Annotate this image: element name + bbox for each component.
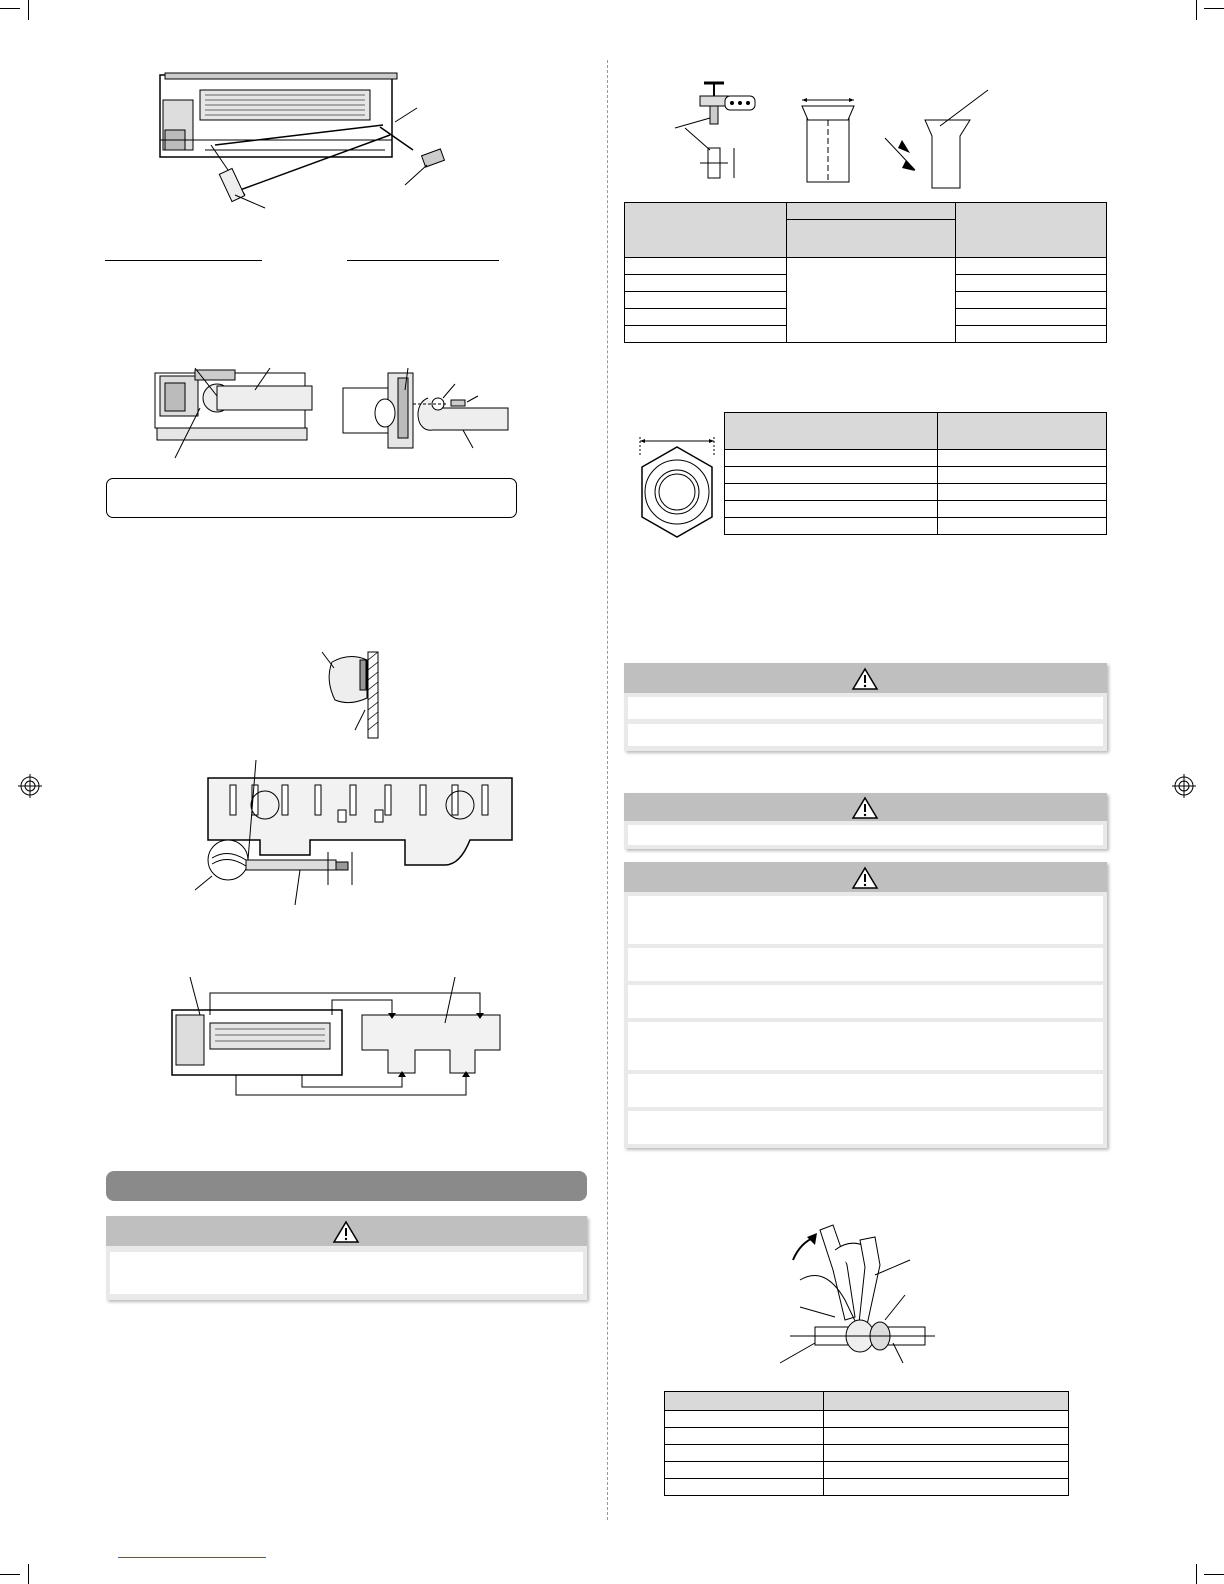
underline-right (347, 260, 499, 261)
warning-box-right-3 (624, 862, 1107, 1148)
warning-row (628, 1074, 1103, 1107)
table-cell (625, 326, 787, 343)
warning-box-right-1 (624, 663, 1107, 751)
table-cell (938, 518, 1107, 535)
warning-triangle-icon (332, 1220, 360, 1244)
warning-header (624, 663, 1107, 693)
table-header-cell (725, 413, 938, 450)
table-cell (787, 258, 956, 343)
table-row (725, 450, 1107, 467)
wall-side-view-figure (320, 650, 390, 740)
underline-left (105, 260, 262, 261)
table-cell (665, 1445, 824, 1462)
table-cell (824, 1445, 1069, 1462)
table-row (625, 258, 1107, 275)
table-cell (665, 1479, 824, 1496)
indoor-unit-figure (155, 70, 455, 215)
warning-triangle-icon (851, 796, 879, 820)
table-cell (625, 292, 787, 309)
registration-mark-left (18, 774, 42, 798)
flare-dimension-table (624, 202, 1107, 343)
table-cell (956, 258, 1107, 275)
warning-box-right-2 (624, 793, 1107, 849)
flare-nut-width-table (724, 412, 1107, 535)
warning-header (106, 1216, 587, 1246)
crop-mark (1204, 1574, 1224, 1575)
crop-mark (0, 8, 20, 9)
table-row (725, 518, 1107, 535)
table-row (665, 1411, 1069, 1428)
crop-mark (1196, 1564, 1197, 1584)
table-cell (938, 501, 1107, 518)
table-header-cell (938, 413, 1107, 450)
table-cell (665, 1462, 824, 1479)
table-cell (725, 484, 938, 501)
crop-mark (1196, 0, 1197, 20)
warning-row (628, 1022, 1103, 1070)
column-divider (607, 60, 608, 1520)
table-cell (938, 450, 1107, 467)
table-row (725, 484, 1107, 501)
torque-wrench-figure (775, 1225, 945, 1375)
crop-mark (28, 0, 29, 20)
warning-triangle-icon (851, 667, 879, 691)
table-cell (956, 275, 1107, 292)
crop-mark (1204, 8, 1224, 9)
table-row (665, 1462, 1069, 1479)
tightening-torque-table (664, 1391, 1069, 1496)
crop-mark (0, 1574, 20, 1575)
section-heading-bar (106, 1171, 587, 1201)
table-cell (725, 518, 938, 535)
table-cell (824, 1462, 1069, 1479)
registration-mark-right (1172, 774, 1196, 798)
unit-hooking-figure (170, 975, 510, 1100)
drain-hose-figure-left (155, 368, 315, 460)
table-header-cell (956, 203, 1107, 258)
table-row (725, 501, 1107, 518)
drain-hose-figure-right (343, 368, 513, 460)
table-cell (824, 1428, 1069, 1445)
table-cell (725, 450, 938, 467)
table-header-cell (824, 1392, 1069, 1411)
table-row (665, 1445, 1069, 1462)
table-cell (956, 309, 1107, 326)
table-cell (824, 1411, 1069, 1428)
table-cell (665, 1411, 824, 1428)
warning-row (110, 1252, 583, 1294)
warning-box-left (106, 1216, 587, 1300)
warning-row (628, 1111, 1103, 1144)
flare-nut-figure (632, 435, 724, 545)
crop-mark (28, 1564, 29, 1584)
table-row (665, 1428, 1069, 1445)
warning-row (628, 724, 1103, 746)
table-cell (665, 1428, 824, 1445)
table-cell (725, 467, 938, 484)
table-cell (956, 292, 1107, 309)
table-cell (824, 1479, 1069, 1496)
table-cell (938, 467, 1107, 484)
warning-triangle-icon (851, 866, 879, 890)
warning-row (628, 948, 1103, 981)
table-cell (938, 484, 1107, 501)
footer-link[interactable] (118, 1557, 266, 1558)
note-box (106, 478, 517, 518)
table-header-cell (625, 203, 787, 258)
table-header-cell (787, 220, 956, 258)
table-row (665, 1479, 1069, 1496)
table-cell (625, 258, 787, 275)
warning-header (624, 862, 1107, 892)
warning-row (628, 896, 1103, 944)
flare-tool-figure (670, 78, 1000, 190)
warning-row (628, 825, 1103, 845)
installation-plate-figure (190, 760, 520, 910)
warning-header (624, 793, 1107, 821)
warning-row (628, 985, 1103, 1018)
table-cell (625, 275, 787, 292)
table-cell (725, 501, 938, 518)
table-cell (625, 309, 787, 326)
table-cell (956, 326, 1107, 343)
table-row (725, 467, 1107, 484)
table-header-cell (787, 203, 956, 220)
warning-row (628, 697, 1103, 719)
table-header-cell (665, 1392, 824, 1411)
